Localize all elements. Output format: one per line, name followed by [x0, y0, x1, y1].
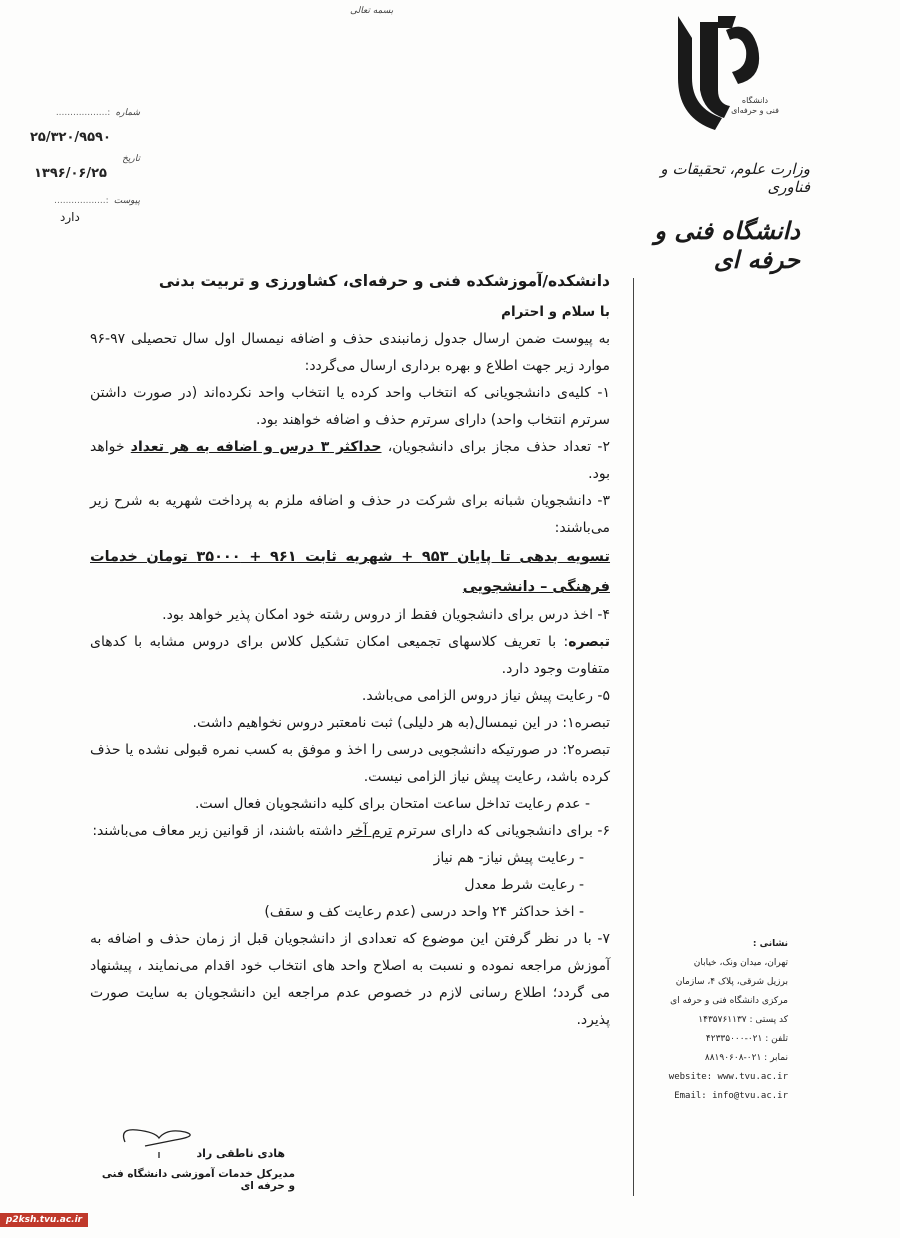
sub-item-3: - اخذ حداکثر ۲۴ واحد درسی (عدم رعایت کف و سقف): [264, 904, 584, 920]
vertical-divider: [633, 278, 634, 1196]
bullet-exam-conflict: - عدم رعایت تداخل ساعت امتحان برای کلیه دانشجویان فعال است.: [194, 796, 590, 812]
logo-text-2: فنی و حرفه‌ای: [731, 106, 779, 115]
contact-fax: نمابر : ۰۲۱-۸۸۱۹۰۶۰۸: [704, 1053, 788, 1063]
contact-email[interactable]: Email: info@tvu.ac.ir: [674, 1091, 788, 1101]
contact-block: [648, 935, 788, 1106]
university-logo: [660, 8, 780, 138]
sub-item-1: - رعایت پیش نیاز- هم نیاز: [433, 850, 584, 866]
sub-item-2: - رعایت شرط معدل: [464, 877, 584, 893]
item-6: ۶- برای دانشجویانی که دارای سرترم ترم آخر داشته باشند، از قوانین زیر معاف می‌باشند:: [92, 823, 610, 839]
top-note: بسمه تعالی: [350, 6, 394, 16]
letter-body: [90, 268, 610, 1034]
note-2: تبصره۲: در صورتیکه دانشجویی درسی را اخذ و موفق به کسب نمره قبولی نشده یا حذف کرده باشد، رعایت پیش نیاز الزامی نیست.: [90, 742, 610, 785]
item-2-emphasis: حداکثر ۳ درس و اضافه به هر تعداد: [130, 439, 382, 455]
contact-address-1: تهران، میدان ونک، خیابان: [693, 958, 788, 968]
attachment-label: پیوست: [113, 196, 140, 206]
attachment-value: دارد: [60, 210, 80, 224]
contact-address-3: مرکزی دانشگاه فنی و حرفه ای: [670, 996, 788, 1006]
note-1: تبصره۱: در این نیمسال(به هر دلیلی) ثبت نامعتبر دروس نخواهیم داشت.: [192, 715, 610, 731]
date-label: تاریخ: [122, 154, 140, 164]
signer-role: مدیرکل خدمات آموزشی دانشگاه فنی و حرفه ای: [101, 1168, 295, 1192]
item-6-underline: ترم آخر: [347, 823, 393, 839]
note-label: تبصره: [568, 634, 610, 650]
contact-phone: تلفن : ۰۲۱-۴۲۳۳۵۰۰۰: [705, 1034, 788, 1044]
item-3: ۳- دانشجویان شبانه برای شرکت در حذف و اضافه ملزم به پرداخت شهریه به شرح زیر می‌باشند:: [90, 493, 610, 536]
item-4: ۴- اخذ درس برای دانشجویان فقط از دروس رشته خود امکان پذیر خواهد بود.: [162, 607, 610, 623]
greeting: با سلام و احترام: [501, 304, 610, 320]
item-7: ۷- با در نظر گرفتن این موضوع که تعدادی از دانشجویان قبل از زمان حذف و اضافه به آموزش مراجعه نموده و نسبت به اصلاح واحد های انتخاب خود اقدام می‌نمایند ، پیشنهاد می گردد؛ اطلاع رسانی لازم در خصوص عدم مراجعه این دانشجویان به سایت صورت پذیرد.: [90, 931, 610, 1028]
fee-line: تسویه بدهی تا پایان ۹۵۳ + شهریه ثابت ۹۶۱ + ۳۵۰۰۰ تومان خدمات فرهنگی – دانشجویی: [90, 549, 611, 595]
item-5: ۵- رعایت پیش نیاز دروس الزامی می‌باشد.: [361, 688, 610, 704]
logo-text-1: دانشگاه: [741, 96, 769, 105]
letter-page: بسمه تعالی شماره :.................. ۲۵/۳۲۰/۹۵۹۰ تاریخ ۱۳۹۶/۰۶/۲۵ پیوست :.................. دارد دانشگاه فنی و حرفه‌ای وزارت علوم، تحقیقات و فناوری دانشگاه فنی و حرفه ای دانشکده/آموزشکده فنی و حرفه‌ای، کشاورزی و تربیت بدنی با سلام و احترام به پیوست ضمن ارسال جدول زمانبندی حذف و اضافه نیمسال اول سال تحصیلی ۹۷-۹۶ موارد زیر جهت اطلاع و بهره برداری ارسال می‌گردد: ۱- کلیه‌ی دانشجویانی که انتخاب واحد کرده یا انتخاب واحد نکرده‌اند (در صورت داشتن سرترم انتخاب واحد) دارای سرترم حذف و اضافه خواهند بود. ۲- تعداد حذف مجاز برای دانشجویان، حداکثر ۳ درس و اضافه به هر تعداد خواهد بود. ۳- دانشجویان شبانه برای شرکت در حذف و اضافه ملزم به پرداخت شهریه به شرح زیر می‌باشند: تسویه بدهی تا پایان ۹۵۳ + شهریه ثابت ۹۶۱ + ۳۵۰۰۰ تومان خدمات فرهنگی – دانشجویی ۴- اخذ درس برای دانشجویان فقط از دروس رشته خود امکان پذیر خواهد بود. تبصره: با تعریف کلاسهای تجمیعی امکان تشکیل کلاس برای دروس مشابه با کدهای متفاوت وجود دارد. ۵- رعایت پیش نیاز دروس الزامی می‌باشد. تبصره۱: در این نیمسال(به هر دلیلی) ثبت نامعتبر دروس نخواهیم داشت. تبصره۲: در صورتیکه دانشجویی درسی را اخذ و موفق به کسب نمره قبولی نشده یا حذف کرده باشد، رعایت پیش نیاز الزامی نیست. - عدم رعایت تداخل ساعت امتحان برای کلیه دانشجویان فعال است. ۶- برای دانشجویانی که دارای سرترم ترم آخر داشته باشند، از قوانین زیر معاف می‌باشند: - رعایت پیش نیاز- هم نیاز - رعایت شرط معدل - اخذ حداکثر ۲۴ واحد درسی (عدم رعایت کف و سقف) ۷- با در نظر گرفتن این موضوع که تعدادی از دانشجویان قبل از زمان حذف و اضافه به آموزش مراجعه نموده و نسبت به اصلاح واحد های انتخاب خود اقدام می‌نمایند ، پیشنهاد می گردد؛ اطلاع رسانی لازم در خصوص عدم مراجعه این دانشجویان به سایت صورت پذیرد. هادی ناطقی راد مدیرکل خدمات آموزشی دانشگاه فنی و حرفه ای نشانی : تهران، میدان ونک، خیابان برزیل شرقی، پلاک ۴، سازمان مرکزی دانشگاه فنی و حرفه ای کد پستی : ۱۴۳۵۷۶۱۱۳۷ تلفن : ۰۲۱-۴۲۳۳۵۰۰۰ نمابر : ۰۲۱-۸۸۱۹۰۶۰۸ website: www.tvu.ac.ir Email: info@tvu.ac.ir p2ksh.tvu.ac.ir: [0, 0, 900, 1238]
watermark-badge: p2ksh.tvu.ac.ir: [0, 1213, 88, 1227]
intro-paragraph: به پیوست ضمن ارسال جدول زمانبندی حذف و اضافه نیمسال اول سال تحصیلی ۹۷-۹۶ موارد زیر جهت اطلاع و بهره برداری ارسال می‌گردد:: [90, 331, 610, 374]
contact-address-2: برزیل شرقی، پلاک ۴، سازمان: [675, 977, 788, 987]
contact-website[interactable]: website: www.tvu.ac.ir: [668, 1072, 788, 1082]
contact-postal: کد پستی : ۱۴۳۵۷۶۱۱۳۷: [698, 1015, 788, 1025]
logo-icon: [660, 8, 780, 138]
item-1: ۱- کلیه‌ی دانشجویانی که انتخاب واحد کرده یا انتخاب واحد نکرده‌اند (در صورت داشتن سرترم انتخاب واحد) دارای سرترم حذف و اضافه خواهند بود.: [90, 385, 610, 428]
note-general: تبصره: با تعریف کلاسهای تجمیعی امکان تشکیل کلاس برای دروس مشابه با کدهای متفاوت وجود دارد.: [90, 634, 610, 677]
ministry-name: وزارت علوم، تحقیقات و فناوری: [660, 160, 810, 196]
date-value: ۱۳۹۶/۰۶/۲۵: [34, 166, 107, 181]
university-name: دانشگاه فنی و حرفه ای: [654, 216, 800, 274]
letter-title: دانشکده/آموزشکده فنی و حرفه‌ای، کشاورزی و تربیت بدنی: [158, 272, 610, 290]
number-label: شماره: [115, 108, 140, 118]
item-2: ۲- تعداد حذف مجاز برای دانشجویان، حداکثر ۳ درس و اضافه به هر تعداد خواهد بود.: [90, 439, 610, 482]
contact-label: نشانی :: [752, 939, 788, 949]
number-value: ۲۵/۳۲۰/۹۵۹۰: [30, 130, 111, 145]
signer-name: هادی ناطقی راد: [196, 1147, 285, 1160]
